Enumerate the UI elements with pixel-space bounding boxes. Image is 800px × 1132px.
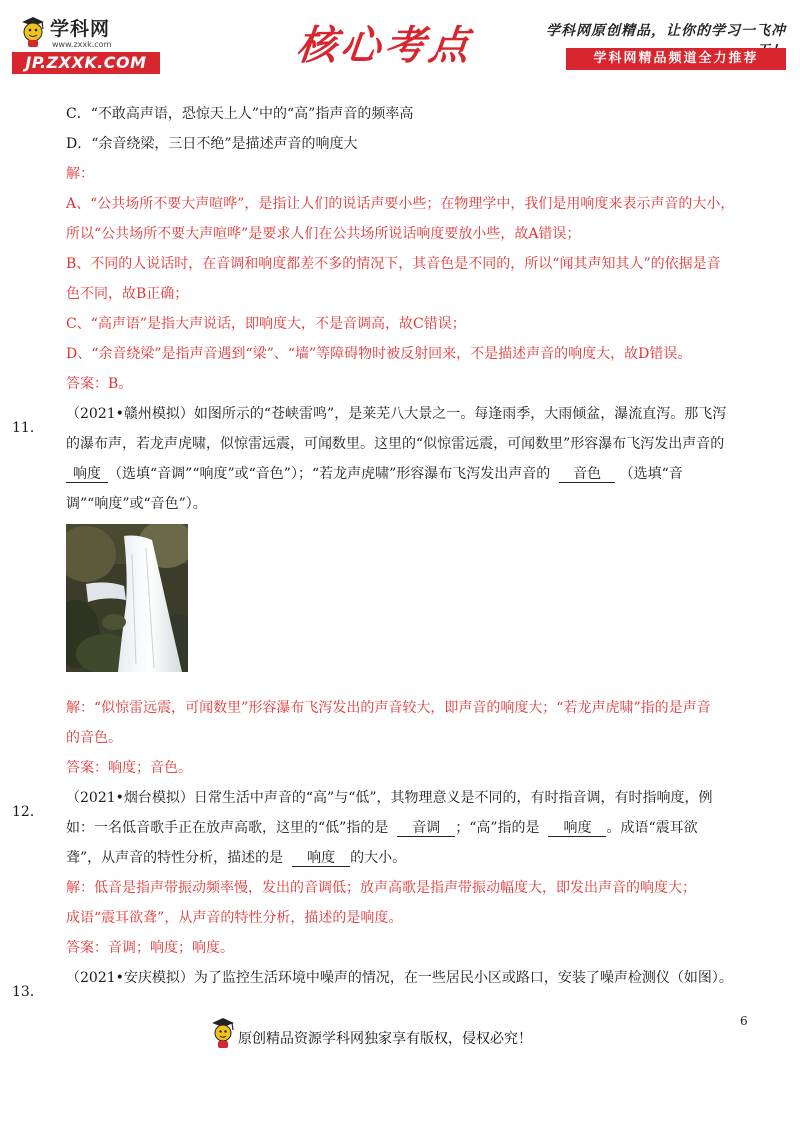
q11-text-3c: （选填“音 — [619, 466, 683, 482]
copyright-notice: 原创精品资源学科网独家享有版权，侵权必究！ — [238, 1031, 532, 1047]
q12-text-2c: 。成语“震耳欲 — [606, 820, 698, 836]
q11-blank-2[interactable]: 音色 — [559, 466, 615, 483]
q12-text-2b: ；“高”指的是 — [455, 820, 540, 836]
page-footer — [210, 1016, 590, 1056]
q10-answer: 答案：B。 — [66, 376, 133, 392]
q10-solution-label: 解： — [66, 166, 94, 182]
q12-solution-2: 成语“震耳欲聋”，从声音的特性分析，描述的是响度。 — [66, 910, 403, 926]
q12-blank-3[interactable]: 响度 — [292, 850, 350, 867]
q13-text-1: （2021•安庆模拟）为了监控生活环境中噪声的情况，在一些居民小区或路口，安装了噪声检测仪（如图）。 — [66, 970, 733, 986]
q10-solution-c: C、“高声语”是指大声说话，即响度大，不是音调高，故C错误； — [66, 316, 466, 332]
waterfall-photo — [66, 524, 188, 672]
q11-line-4: 调”“响度”或“音色”）。 — [66, 496, 207, 512]
q12-text-1: （2021•烟台模拟）日常生活中声音的“高”与“低”，其物理意义是不同的，有时指音调，有时指响度，例 — [66, 790, 713, 806]
option-c: C．“不敢高声语，恐惊天上人”中的“高”指声音的频率高 — [66, 106, 414, 122]
header-slogan: 学科网原创精品，让你的学习一飞冲 — [546, 23, 786, 39]
q13-number: 13． — [12, 984, 44, 1000]
option-d: D．“余音绕梁，三日不绝”是描述声音的响度大 — [66, 136, 358, 152]
mascot-icon — [18, 14, 48, 48]
q12-line-3 — [66, 848, 766, 868]
q10-solution-a1: A、“公共场所不要大声喧哗”，是指让人们的说话声要小些；在物理学中，我们是用响度来表示声音的大小， — [66, 196, 735, 212]
q11-line-1 — [12, 404, 766, 436]
channel-badge: 学科网精品频道全力推荐 — [566, 48, 786, 70]
brand-logo[interactable] — [12, 12, 162, 74]
q11-solution-1: 解：“似惊雷远震，可闻数里”形容瀑布飞泻发出的声音较大，即声音的响度大；“若龙声虎啸”指的是声音 — [66, 700, 711, 716]
q12-number: 12． — [12, 804, 44, 820]
q11-solution-2: 的音色。 — [66, 730, 122, 746]
q11-line-3 — [66, 464, 766, 484]
q12-text-2a: 如：一名低音歌手正在放声高歌，这里的“低”指的是 — [66, 820, 389, 836]
q13-line-1 — [12, 968, 766, 1000]
logo-name: 学科网 — [50, 18, 111, 40]
q11-text-3b: （选填“音调”“响度”或“音色”）；“若龙声虎啸”形容瀑布飞泻发出声音的 — [108, 466, 551, 482]
q10-solution-b2: 色不同，故B正确； — [66, 286, 189, 302]
q10-solution-b1: B、不同的人说话时，在音调和响度都差不多的情况下，其音色是不同的，所以“闻其声知其人”的依据是音 — [66, 256, 721, 272]
mascot-icon — [210, 1016, 236, 1050]
q11-line-2: 的瀑布声，若龙声虎啸，似惊雷远震，可闻数里。这里的“似惊雷远震，可闻数里”形容瀑布飞泻发出声音的 — [66, 436, 725, 452]
q12-line-2 — [66, 818, 766, 838]
q10-solution-d: D、“余音绕梁”是指声音遇到“梁”、“墙”等障碍物时被反射回来，不是描述声音的响度大，故D错误。 — [66, 346, 692, 362]
q11-number: 11． — [12, 420, 44, 436]
q12-solution-1: 解：低音是指声带振动频率慢，发出的音调低；放声高歌是指声带振动幅度大，即发出声音的响度大； — [66, 880, 696, 896]
q10-solution-a2: 所以“公共场所不要大声喧哗”是要求人们在公共场所说话响度要放小些，故A错误； — [66, 226, 581, 242]
q11-answer: 答案：响度；音色。 — [66, 760, 192, 776]
page-header — [0, 0, 800, 80]
q12-text-3b: 的大小。 — [350, 850, 407, 866]
q11-text-1: （2021•赣州模拟）如图所示的“苍峡雷鸣”，是莱芜八大景之一。每逢雨季，大雨倾盆，瀑流直泻。那飞泻 — [66, 406, 727, 422]
document-body — [12, 104, 766, 1000]
logo-url: www.zxxk.com — [52, 40, 112, 49]
logo-band: JP.ZXXK.COM — [12, 52, 160, 74]
q12-answer: 答案：音调；响度；响度。 — [66, 940, 234, 956]
q12-line-1 — [12, 788, 766, 820]
q11-blank-1[interactable]: 响度 — [66, 466, 108, 483]
page-number: 6 — [740, 1014, 748, 1028]
q12-text-3a: 聋”，从声音的特性分析，描述的是 — [66, 850, 284, 866]
q12-blank-2[interactable]: 响度 — [548, 820, 606, 837]
q12-blank-1[interactable]: 音调 — [397, 820, 455, 837]
header-title: 核心考点 — [294, 22, 476, 69]
